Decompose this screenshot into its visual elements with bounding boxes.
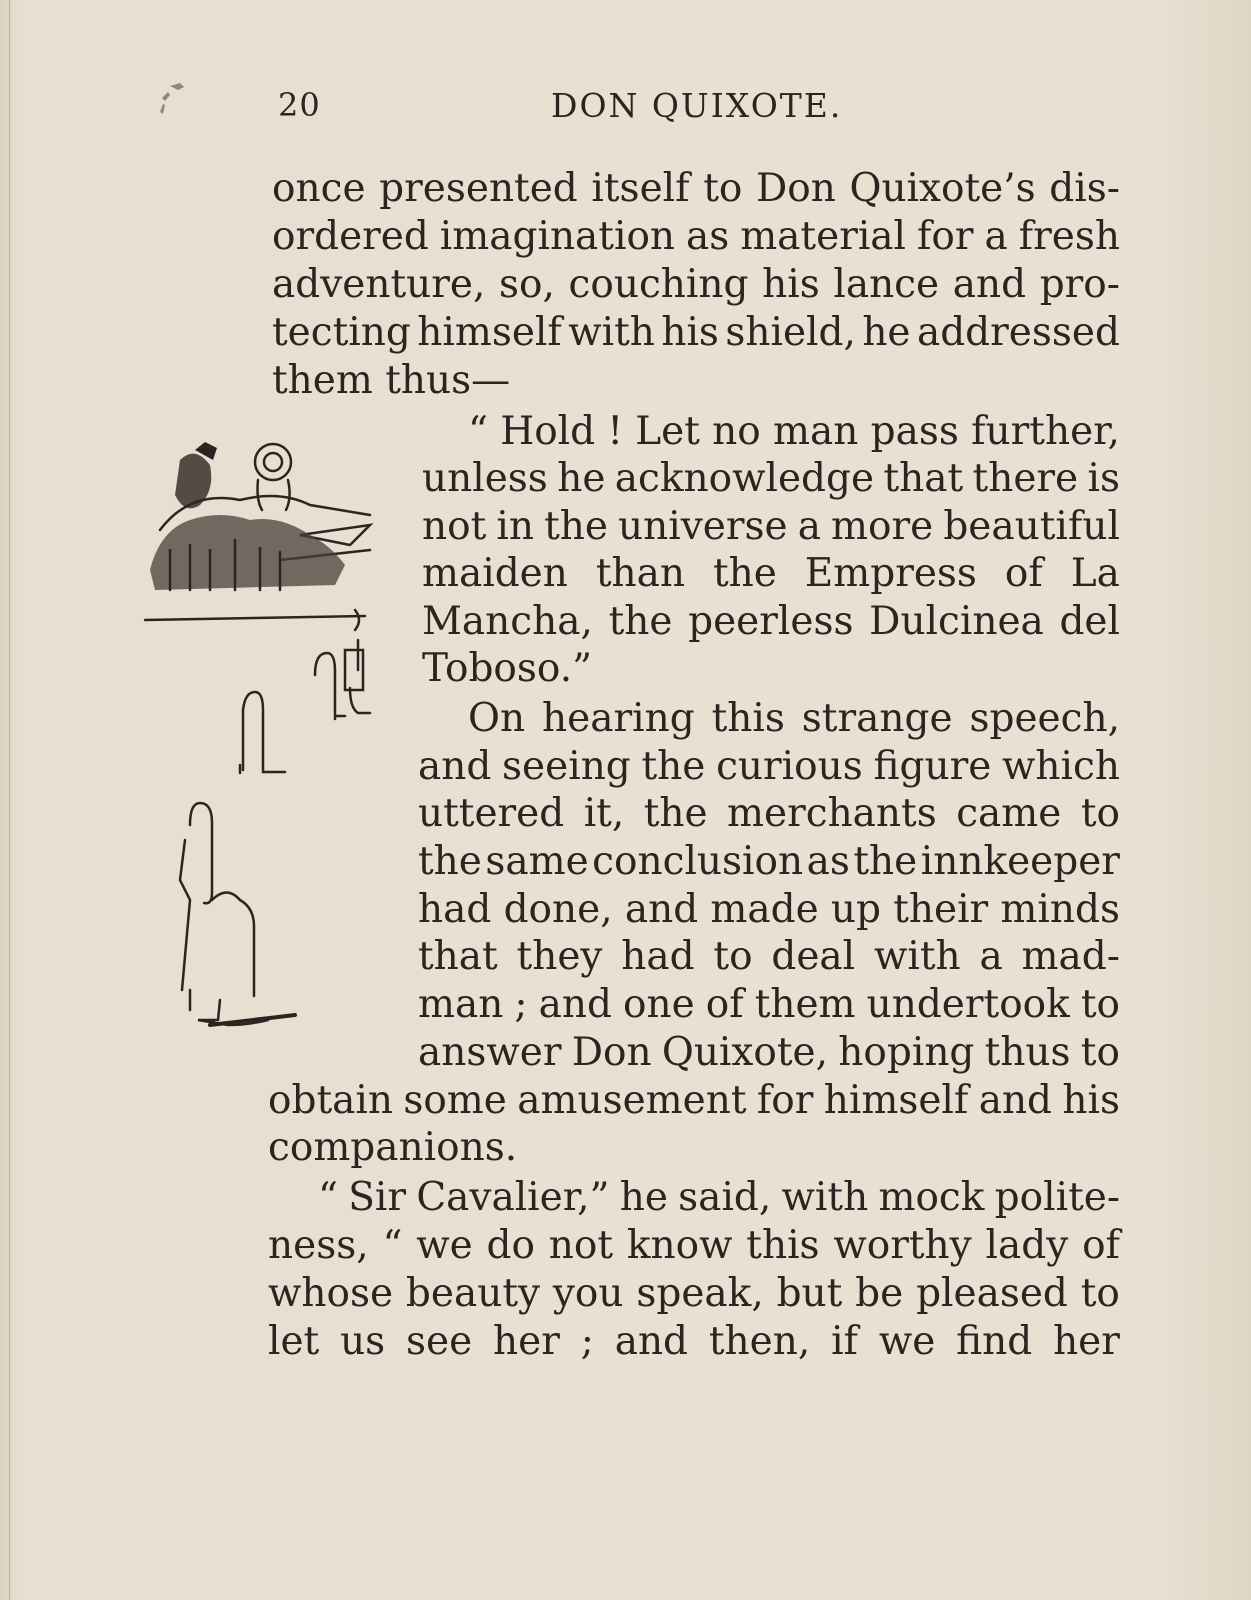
text-line: the same conclusion as the innkeeper (418, 839, 1120, 884)
text-line: adventure, so, couching his lance and pro- (272, 262, 1120, 307)
text-line: Mancha, the peerless Dulcinea del (422, 599, 1120, 644)
text-line: Toboso.” (422, 646, 593, 691)
text-line: “ Sir Cavalier,” he said, with mock polite- (318, 1175, 1120, 1220)
text-line: that they had to deal with a mad- (418, 934, 1120, 979)
text-line: On hearing this strange speech, (468, 696, 1120, 741)
text-line: them thus— (272, 358, 511, 403)
text-line: uttered it, the merchants came to (418, 791, 1120, 836)
text-line: unless he acknowledge that there is (422, 456, 1120, 501)
text-line: ordered imagination as material for a fresh (272, 214, 1120, 259)
text-line: maiden than the Empress of La (422, 551, 1120, 596)
text-line: obtain some amusement for himself and his (268, 1078, 1120, 1123)
text-line: let us see her ; and then, if we find her (268, 1319, 1120, 1364)
text-line: had done, and made up their minds (418, 887, 1120, 932)
text-line: answer Don Quixote, hoping thus to (418, 1030, 1120, 1075)
text-line: whose beauty you speak, but be pleased to (268, 1271, 1120, 1316)
text-line: once presented itself to Don Quixote’s dis- (272, 166, 1120, 211)
knight-on-horseback-with-merchants-illustration (140, 440, 400, 1060)
page-number: 20 (278, 86, 321, 124)
text-line: and seeing the curious figure which (418, 744, 1120, 789)
text-line: man ; and one of them undertook to (418, 982, 1120, 1027)
text-line: tecting himself with his shield, he addressed (272, 310, 1120, 355)
text-line: companions. (268, 1125, 518, 1170)
running-title: DON QUIXOTE. (551, 86, 843, 125)
page-header (0, 86, 1251, 136)
page-edge-line (9, 0, 10, 1600)
text-line: “ Hold ! Let no man pass further, (468, 409, 1120, 454)
text-line: not in the universe a more beautiful (422, 504, 1120, 549)
text-line: ness, “ we do not know this worthy lady of (268, 1223, 1120, 1268)
